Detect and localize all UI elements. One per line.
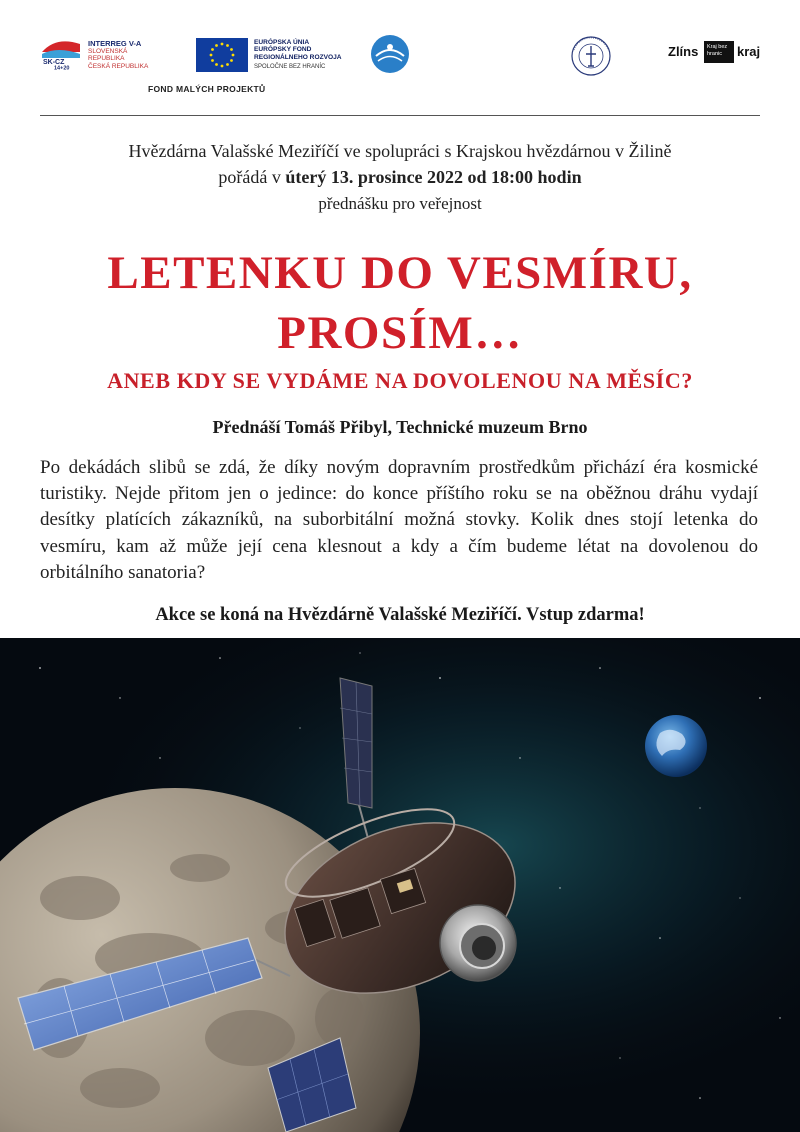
subtitle: ANEB KDY SE VYDÁME NA DOVOLENOU NA MĚSÍC? — [107, 368, 693, 393]
lecturer: Přednáší Tomáš Přibyl, Technické muzeum Brno — [212, 417, 588, 437]
regional-circle-logo-icon — [370, 34, 410, 74]
svg-text:SK-CZ: SK-CZ — [43, 59, 65, 66]
interreg-logo — [40, 38, 160, 72]
main-title-line1: LETENKU DO VESMÍRU, — [107, 247, 693, 299]
svg-text:14+20: 14+20 — [54, 65, 70, 70]
interreg-text: INTERREG V-A SLOVENSKÁ REPUBLIKA ČESKÁ REPUBLIKA — [88, 39, 149, 70]
fund-label: FOND MALÝCH PROJEKTŮ — [148, 84, 266, 94]
interreg-emblem-icon — [40, 38, 82, 70]
eu-flag-icon — [196, 38, 248, 72]
observatory-seal-logo-icon — [568, 34, 614, 78]
event-date: úterý 13. prosince 2022 od 18:00 hodin — [285, 167, 582, 187]
venue-admission: Akce se koná na Hvězdárně Valašské Meziříčí. Vstup zdarma! — [155, 605, 645, 625]
description-paragraph: Po dekádách slibů se zdá, že díky novým dopravním prostředkům přichází éra kosmické turistiky. Nejde přitom jen o jedince: do konce příštího roku se na oběžnou dráhu vydají desítky platících zákazníků, na suborbitální možná stovky. Kolik dnes stojí letenka do vesmíru, kam až může její cena klesnout a kdy a čím budeme létat na dovolenou do orbitálního sanatoria? — [40, 457, 758, 583]
main-title-line2: PROSÍM… — [277, 307, 523, 359]
header-divider — [40, 115, 760, 116]
intro-organizers: Hvězdárna Valašské Meziříčí ve spolupráci s Krajskou hvězdárnou v Žilině — [128, 141, 672, 161]
intro-date: pořádá v úterý 13. prosince 2022 od 18:00 hodin — [218, 167, 582, 187]
space-illustration — [0, 638, 800, 1132]
eu-logo — [196, 38, 346, 72]
logo-header — [0, 0, 800, 110]
intro-type: přednášku pro veřejnost — [318, 194, 482, 213]
eu-text: EURÓPSKA ÚNIA EURÓPSKY FOND REGIONÁLNEHO ROZVOJA SPOLOČNE BEZ HRANÍC — [254, 39, 342, 71]
zlin-region-logo: Zlíns Kraj bez hranic kraj — [668, 40, 764, 64]
